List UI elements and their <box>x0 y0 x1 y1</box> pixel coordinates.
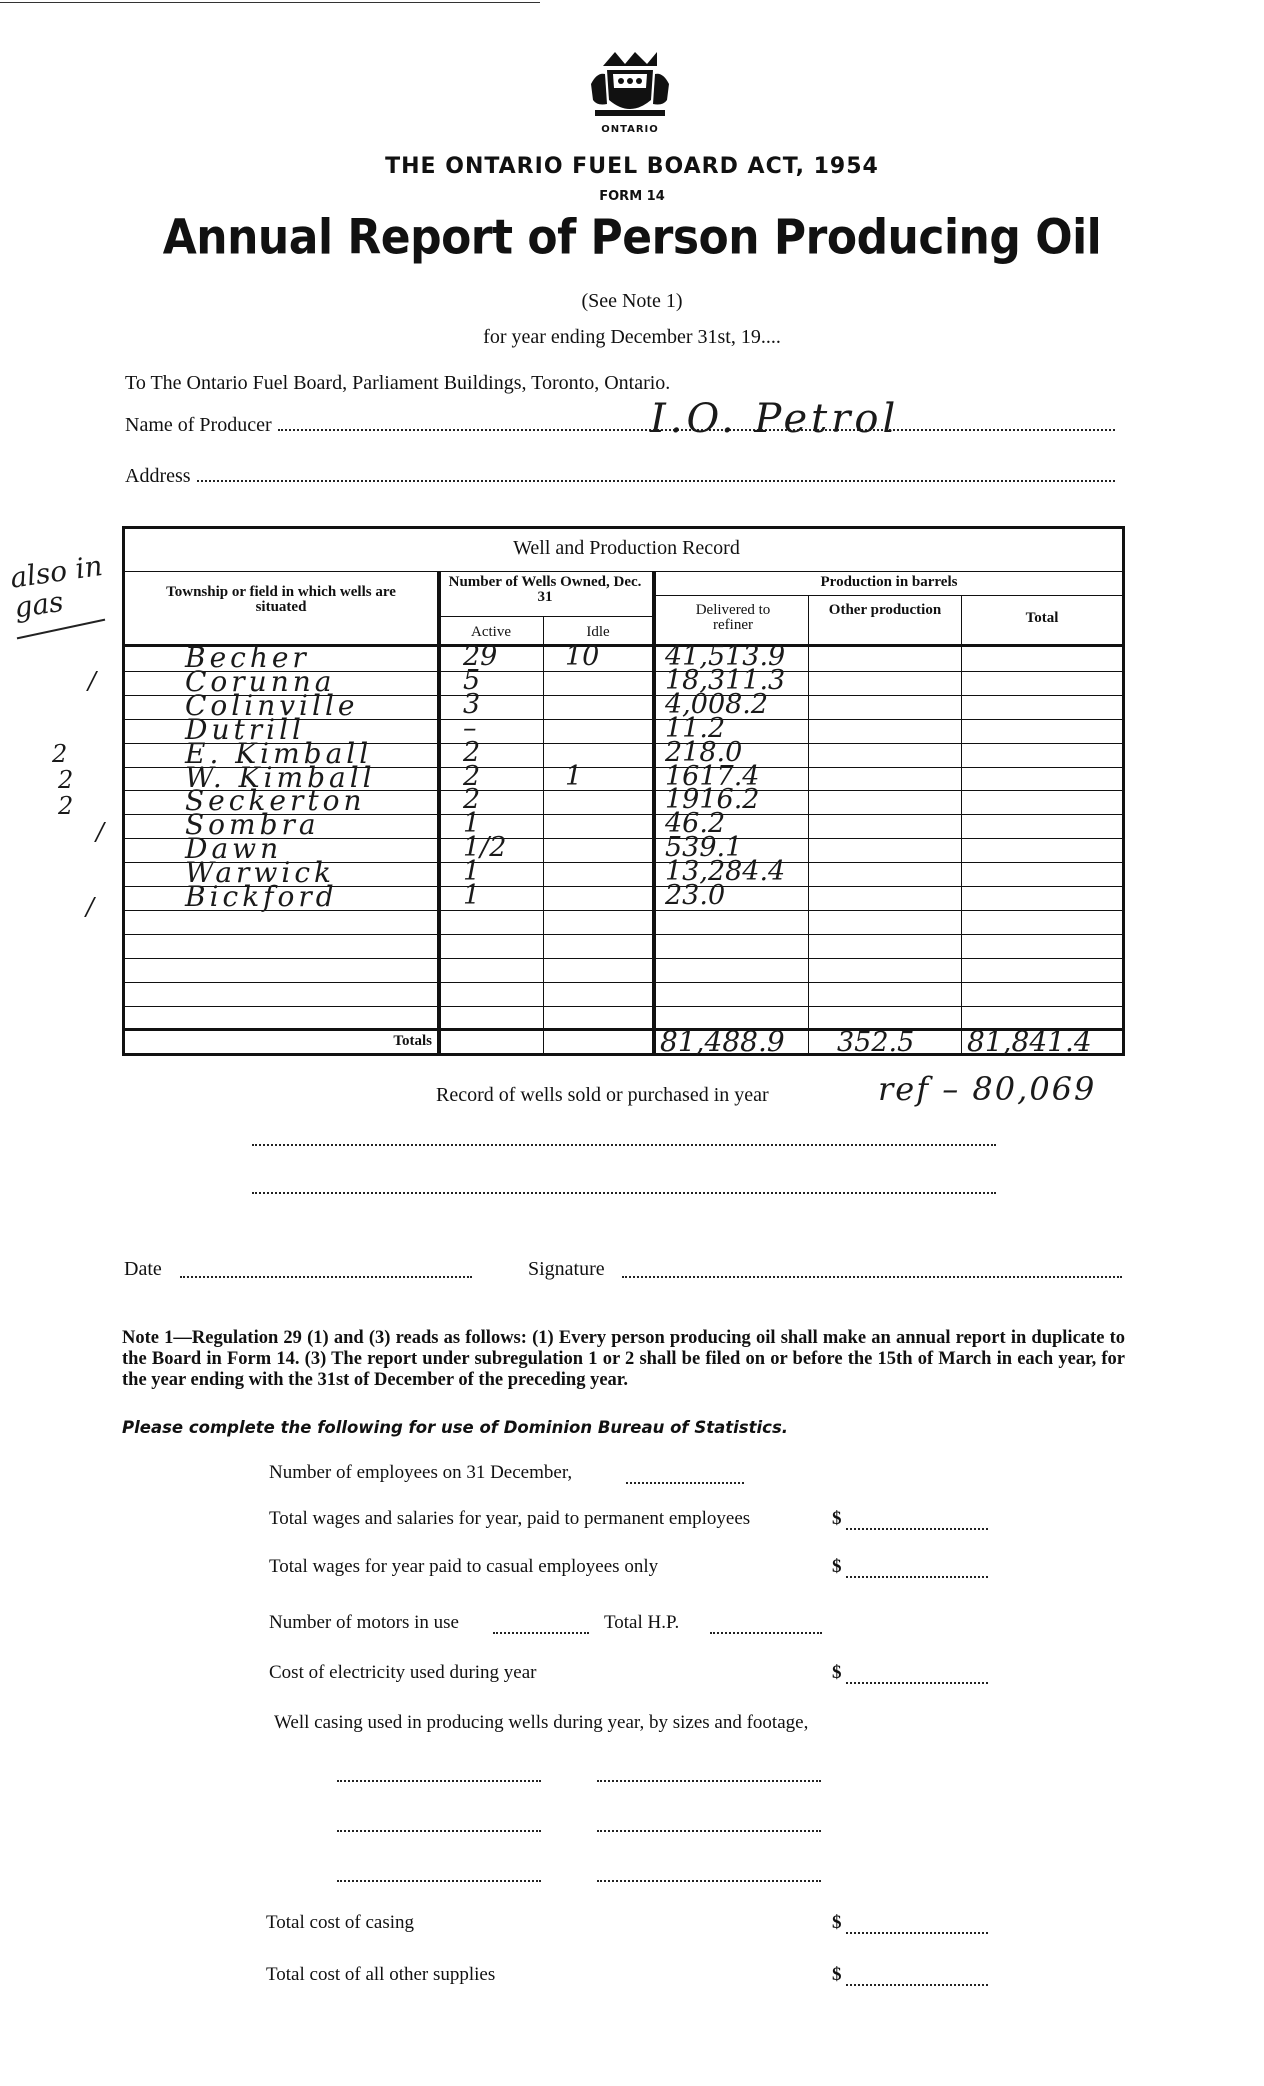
motors-field[interactable] <box>493 1632 589 1634</box>
cell-delivered: 4,008.2 <box>665 688 769 720</box>
producer-label: Name of Producer <box>125 414 272 436</box>
cell-township: Bickford <box>185 880 338 913</box>
margin-mark: 2 <box>58 766 74 794</box>
address-label: Address <box>125 465 191 487</box>
cell-active: 2 <box>463 784 481 816</box>
casing-field[interactable] <box>597 1830 821 1832</box>
total-hp-label: Total H.P. <box>604 1612 680 1633</box>
margin-mark: / <box>86 893 95 921</box>
record-label: Record of wells sold or purchased in year <box>436 1084 769 1106</box>
see-note: (See Note 1) <box>581 290 683 312</box>
dollar-sign: $ <box>832 1662 842 1683</box>
dollar-sign: $ <box>832 1508 842 1529</box>
address-row <box>125 465 1115 488</box>
cell-delivered: 46.2 <box>665 808 726 840</box>
addressee: To The Ontario Fuel Board, Parliament Buildings, Toronto, Ontario. <box>125 372 671 394</box>
cell-delivered: 18,311.3 <box>665 664 786 696</box>
cell-active: 1 <box>463 880 481 911</box>
dollar-sign: $ <box>832 1964 842 1985</box>
table-divider <box>543 617 544 1053</box>
cell-township: Sombra <box>185 808 320 842</box>
cell-active: 1/2 <box>463 832 507 864</box>
crest-label: ONTARIO <box>601 124 659 135</box>
signature-field[interactable] <box>622 1276 1122 1278</box>
cell-active: 2 <box>463 760 481 792</box>
table-row-rule <box>125 958 1122 959</box>
casing-field[interactable] <box>597 1880 821 1882</box>
table-row-rule <box>125 982 1122 983</box>
top-rule <box>0 2 540 3</box>
cell-idle: 1 <box>565 760 583 792</box>
cell-township: Dawn <box>185 832 283 866</box>
page-title: Annual Report of Person Producing Oil <box>162 209 1102 266</box>
margin-mark: 2 <box>52 740 68 768</box>
wages-casual-label: Total wages for year paid to casual employees only <box>269 1556 659 1577</box>
header-production: Production in barrels <box>820 574 958 590</box>
signature-label: Signature <box>528 1258 605 1280</box>
form-number: FORM 14 <box>599 189 665 204</box>
cell-township: Dutrill <box>185 712 305 746</box>
casing-cost-field[interactable] <box>846 1932 988 1934</box>
casing-field[interactable] <box>337 1780 541 1782</box>
date-field[interactable] <box>180 1276 472 1278</box>
act-title: THE ONTARIO FUEL BOARD ACT, 1954 <box>385 154 879 179</box>
cell-active: 3 <box>463 688 481 720</box>
table-divider <box>808 595 809 1053</box>
cell-delivered: 1916.2 <box>665 784 760 816</box>
cell-delivered: 41,513.9 <box>665 641 786 672</box>
record-line[interactable] <box>252 1144 996 1146</box>
cell-active: 5 <box>463 664 481 696</box>
wages-permanent-field[interactable] <box>846 1528 988 1530</box>
cell-delivered: 218.0 <box>665 736 743 768</box>
margin-note: also in gas <box>8 549 105 625</box>
other-supplies-label: Total cost of all other supplies <box>266 1964 496 1985</box>
electricity-field[interactable] <box>846 1682 988 1684</box>
header-township: Township or field in which wells are situated <box>166 584 396 615</box>
header-idle: Idle <box>586 624 610 640</box>
table-rule <box>653 595 1122 596</box>
date-label: Date <box>124 1258 162 1280</box>
wages-casual-field[interactable] <box>846 1576 988 1578</box>
wages-permanent-label: Total wages and salaries for year, paid to permanent employees <box>269 1508 751 1529</box>
dollar-sign: $ <box>832 1556 842 1577</box>
address-field[interactable] <box>197 479 1115 482</box>
grand-total: 81,841.4 <box>967 1025 1092 1058</box>
header-delivered: Delivered to refiner <box>695 602 771 633</box>
cell-township: W. Kimball <box>185 760 376 794</box>
well-production-table <box>122 526 1125 1056</box>
other-supplies-field[interactable] <box>846 1984 988 1986</box>
employees-field[interactable] <box>626 1482 744 1484</box>
totals-label: Totals <box>393 1033 432 1049</box>
cell-delivered: 13,284.4 <box>665 856 786 888</box>
cell-delivered: 539.1 <box>665 832 743 864</box>
total-hp-field[interactable] <box>710 1632 822 1634</box>
casing-field[interactable] <box>597 1780 821 1782</box>
cell-township: Seckerton <box>185 784 366 818</box>
header-wells-owned: Number of Wells Owned, Dec. 31 <box>448 574 642 605</box>
table-rule <box>125 571 1122 572</box>
cell-township: Corunna <box>185 664 336 698</box>
casing-field[interactable] <box>337 1880 541 1882</box>
cell-active: 29 <box>463 641 498 672</box>
stats-heading: Please complete the following for use of Dominion Bureau of Statistics. <box>122 1418 789 1437</box>
cell-active: 1 <box>463 808 481 840</box>
total-delivered: 81,488.9 <box>660 1025 785 1058</box>
cell-township: E. Kimball <box>185 736 373 770</box>
margin-mark: 2 <box>58 792 74 820</box>
table-title: Well and Production Record <box>513 537 740 559</box>
table-row-rule <box>125 1006 1122 1007</box>
header-total: Total <box>1025 610 1059 626</box>
electricity-label: Cost of electricity used during year <box>269 1662 537 1683</box>
total-other: 352.5 <box>837 1027 915 1058</box>
table-row-rule <box>125 934 1122 935</box>
cell-active: 1 <box>463 856 481 888</box>
motors-label: Number of motors in use <box>269 1612 459 1633</box>
margin-mark: / <box>96 818 105 846</box>
margin-mark: / <box>88 667 97 695</box>
cell-idle: 10 <box>565 641 600 672</box>
casing-label: Well casing used in producing wells during year, by sizes and footage, <box>274 1712 809 1733</box>
casing-field[interactable] <box>337 1830 541 1832</box>
cell-delivered: 23.0 <box>665 880 726 911</box>
producer-value: I.O. Petrol <box>650 396 900 442</box>
cell-township: Becher <box>185 641 310 674</box>
cell-township: Warwick <box>185 856 335 890</box>
cell-active: 2 <box>463 736 481 768</box>
header-active: Active <box>471 624 511 640</box>
note-1: Note 1—Regulation 29 (1) and (3) reads as follows: (1) Every person producing oil shall make an annual report in duplicate to the Board in Form 14. (3) The report under subregulation 1 or 2 shall be filed on or before the 15th of March in each year, for the year ending with the 31st of December of the preceding year. <box>122 1328 1125 1390</box>
cell-delivered: 1617.4 <box>665 760 760 792</box>
year-ending: for year ending December 31st, 19.... <box>483 326 781 348</box>
record-line[interactable] <box>252 1192 996 1194</box>
table-rule <box>438 616 652 617</box>
record-handwritten: ref – 80,069 <box>878 1070 1097 1108</box>
header-other: Other production <box>828 602 942 618</box>
table-divider <box>961 595 962 1053</box>
producer-row <box>125 414 1115 437</box>
cell-township: Colinville <box>185 688 359 722</box>
cell-active: – <box>463 712 477 744</box>
casing-cost-label: Total cost of casing <box>266 1912 414 1933</box>
employees-label: Number of employees on 31 December, <box>269 1462 573 1483</box>
dollar-sign: $ <box>832 1912 842 1933</box>
cell-delivered: 11.2 <box>665 712 726 744</box>
